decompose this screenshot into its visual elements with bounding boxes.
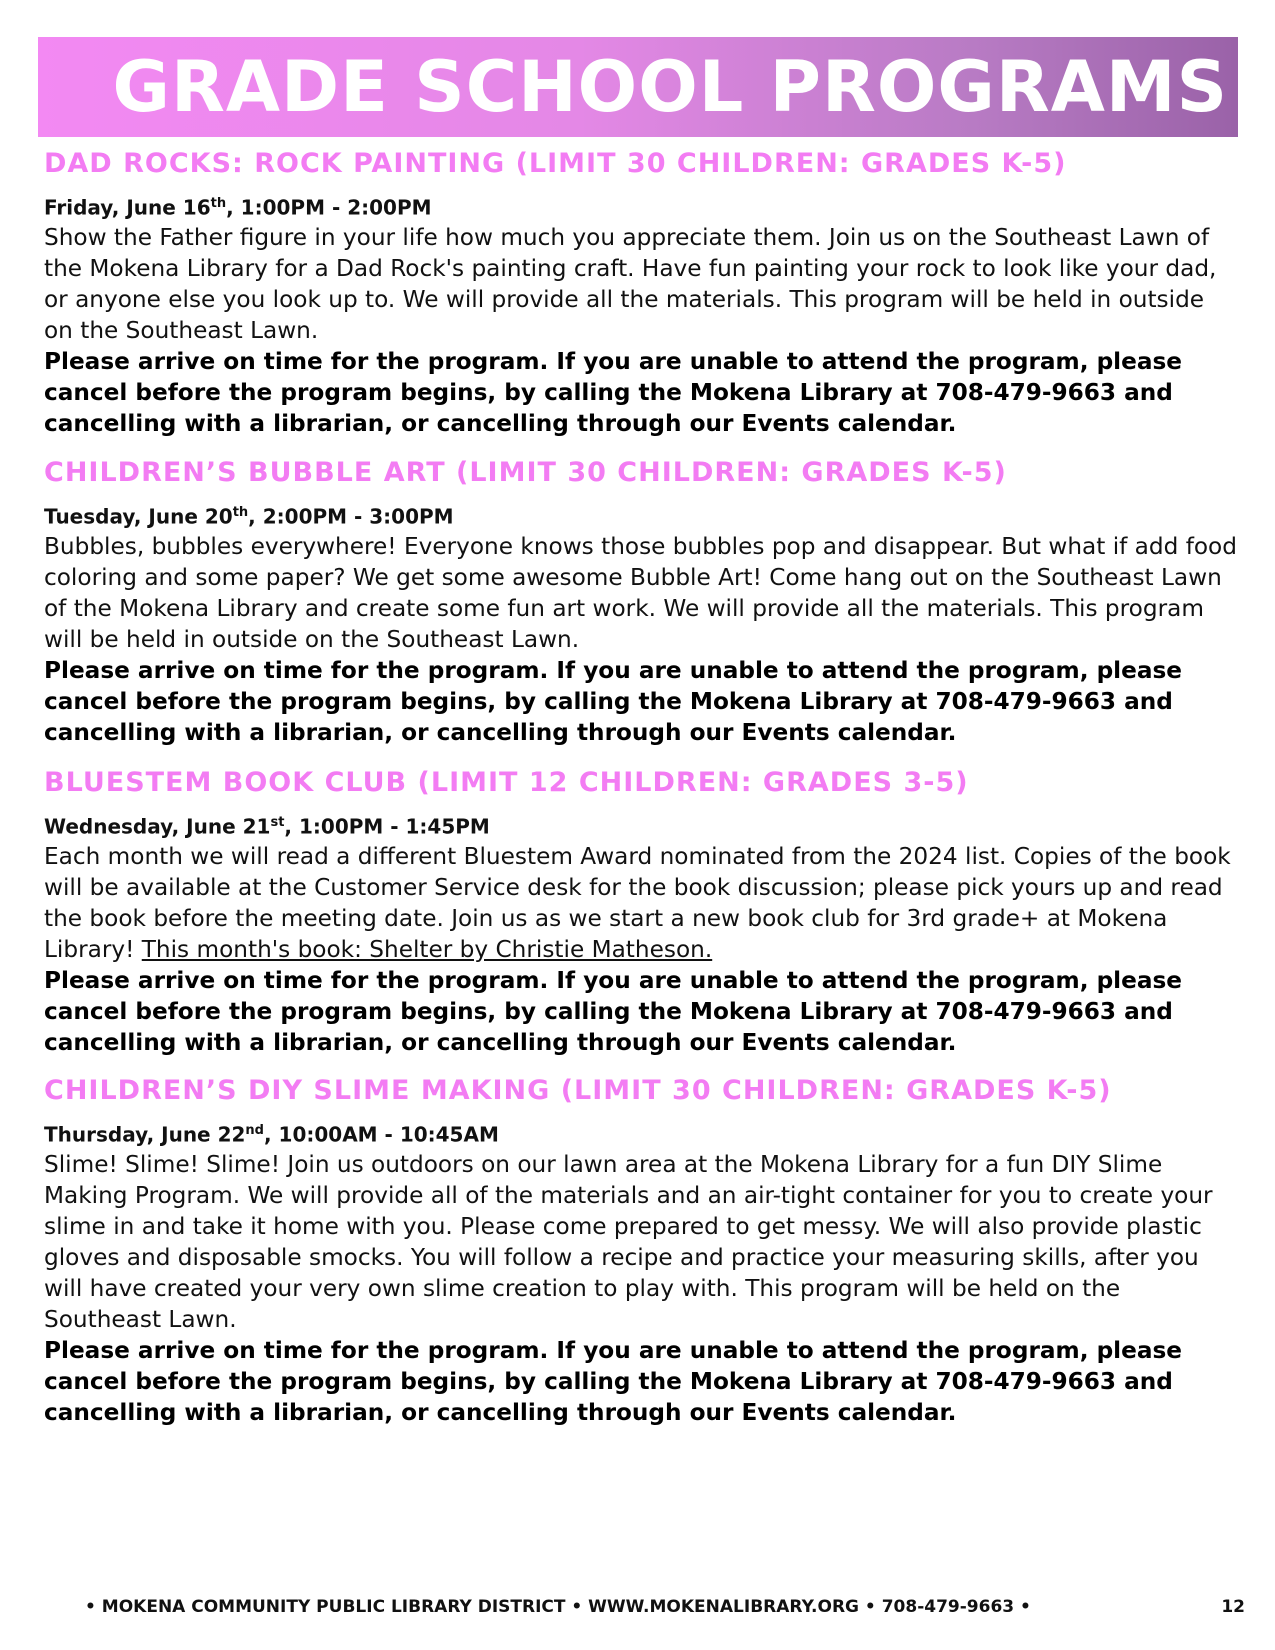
program-title: DAD ROCKS: ROCK PAINTING (LIMIT 30 CHILDREN: GRADES K-5)	[44, 148, 1067, 179]
program-description	[44, 841, 1239, 965]
program-dad-rocks	[44, 146, 1239, 439]
date-time: , 1:00PM - 2:00PM	[226, 195, 432, 220]
program-description: Slime! Slime! Slime! Join us outdoors on our lawn area at the Mokena Library for a fun DIY Slime Making Program. We will provide all of the materials and an air-tight container for you to create your slime in and take it home with you. Please come prepared to get messy. We will also provide plastic gloves and disposable smocks. You will follow a recipe and practice your measuring skills, after you will have created your very own slime creation to play with. This program will be held on the Southeast Lawn.	[44, 1150, 1213, 1333]
date-suffix: nd	[245, 1123, 264, 1138]
date-rest: , June 16	[111, 195, 211, 220]
program-title: BLUESTEM BOOK CLUB (LIMIT 12 CHILDREN: GRADES 3-5)	[44, 767, 969, 798]
book-of-month: This month's book: Shelter by Christie Matheson.	[141, 935, 713, 963]
program-date	[44, 499, 1239, 531]
program-note: Please arrive on time for the program. If you are unable to attend the program, please cancel before the program begins, by calling the Mokena Library at 708-479-9663 and cancelling with a librarian, or cancelling through our Events calendar.	[44, 656, 1183, 746]
program-bluestem-book-club	[44, 765, 1239, 1058]
program-date	[44, 809, 1239, 841]
program-description: Show the Father figure in your life how much you appreciate them. Join us on the Southeast Lawn of the Mokena Library for a Dad Rock's painting craft. Have fun painting your rock to look like your dad, or anyone else you look up to. We will provide all the materials. This program will be held in outside on the Southeast Lawn.	[44, 223, 1217, 344]
program-bubble-art	[44, 455, 1239, 748]
date-rest: , June 22	[146, 1122, 246, 1147]
date-day: Wednesday	[44, 814, 172, 839]
program-diy-slime	[44, 1073, 1239, 1428]
date-rest: , June 20	[133, 504, 233, 529]
program-title: CHILDREN’S BUBBLE ART (LIMIT 30 CHILDREN: GRADES K-5)	[44, 457, 1007, 488]
date-time: , 1:00PM - 1:45PM	[284, 814, 490, 839]
date-day: Friday	[44, 195, 112, 220]
date-suffix: th	[232, 505, 249, 520]
date-rest: , June 21	[171, 814, 271, 839]
date-suffix: st	[270, 815, 285, 830]
header-banner	[38, 37, 1238, 137]
date-day: Tuesday	[44, 504, 134, 529]
footer-contact: • MOKENA COMMUNITY PUBLIC LIBRARY DISTRICT • WWW.MOKENALIBRARY.ORG • 708-479-9663 •	[85, 1597, 1031, 1617]
program-note: Please arrive on time for the program. If you are unable to attend the program, please cancel before the program begins, by calling the Mokena Library at 708-479-9663 and cancelling with a librarian, or cancelling through our Events calendar.	[44, 1336, 1183, 1426]
program-date	[44, 190, 1239, 222]
page-footer	[85, 1592, 1245, 1622]
date-time: , 10:00AM - 10:45AM	[263, 1122, 499, 1147]
date-day: Thursday	[44, 1122, 147, 1147]
program-title: CHILDREN’S DIY SLIME MAKING (LIMIT 30 CHILDREN: GRADES K-5)	[44, 1075, 1112, 1106]
page-title: GRADE SCHOOL PROGRAMS	[112, 46, 1228, 128]
program-note: Please arrive on time for the program. If you are unable to attend the program, please cancel before the program begins, by calling the Mokena Library at 708-479-9663 and cancelling with a librarian, or cancelling through our Events calendar.	[44, 966, 1183, 1056]
description-text: Each month we will read a different Bluestem Award nominated from the 2024 list. Copies of the book will be available at the Customer Service desk for the book discussion; please pick yours up and read the book before the meeting date. Join us as we start a new book club for 3rd grade+ at Mokena Library!	[44, 842, 1231, 963]
program-date	[44, 1117, 1239, 1149]
program-note: Please arrive on time for the program. If you are unable to attend the program, please cancel before the program begins, by calling the Mokena Library at 708-479-9663 and cancelling with a librarian, or cancelling through our Events calendar.	[44, 347, 1183, 437]
page-number: 12	[1221, 1597, 1245, 1617]
date-suffix: th	[210, 196, 227, 211]
program-description: Bubbles, bubbles everywhere! Everyone knows those bubbles pop and disappear. But what if add food coloring and some paper? We get some awesome Bubble Art! Come hang out on the Southeast Lawn of the Mokena Library and create some fun art work. We will provide all the materials. This program will be held in outside on the Southeast Lawn.	[44, 532, 1237, 653]
date-time: , 2:00PM - 3:00PM	[248, 504, 454, 529]
